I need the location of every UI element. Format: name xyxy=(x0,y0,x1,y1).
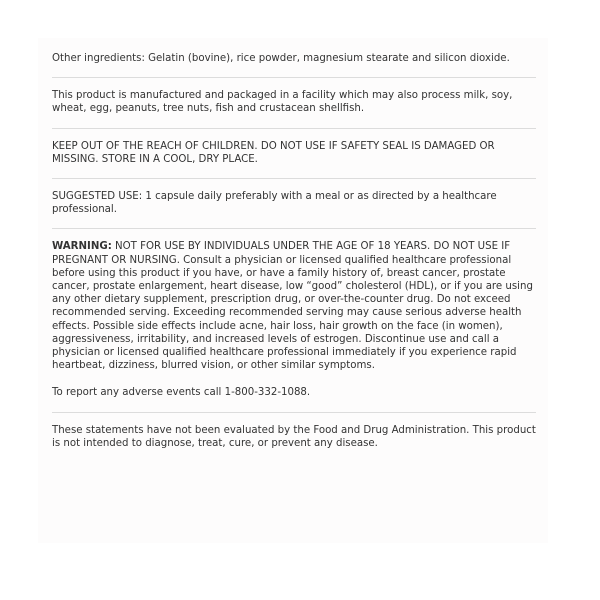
divider xyxy=(52,77,536,78)
warning-text: NOT FOR USE BY INDIVIDUALS UNDER THE AGE OF 18 YEARS. DO NOT USE IF PREGNANT OR NURSING. Consult a physician or licensed qualified healthcare professional before using this product if you have, or have a family history of, breast cancer, prostate cancer, prostate enlargement, heart disease, low “good” cholesterol (HDL), or if you are using any other dietary supplement, prescription drug, or over-the-counter drug. Do not exceed recommended serving. Exceeding recommended serving may cause serious adverse health effects. Possible side effects include acne, hair loss, hair growth on the face (in women), aggressiveness, irritability, and increased levels of estrogen. Discontinue use and call a physician or licensed qualified healthcare professional immediately if you experience rapid heartbeat, dizziness, blurred vision, or other similar symptoms. xyxy=(52,241,533,372)
warning-section xyxy=(52,240,536,386)
divider xyxy=(52,128,536,129)
adverse-events-text: To report any adverse events call 1-800-332-1088. xyxy=(52,387,311,399)
divider xyxy=(52,228,536,229)
divider xyxy=(52,178,536,179)
other-ingredients-text: Other ingredients: Gelatin (bovine), rice powder, magnesium stearate and silicon dioxide. xyxy=(52,53,510,64)
fda-disclaimer-text: These statements have not been evaluated by the Food and Drug Administration. This product is not intended to diagnose, treat, cure, or prevent any disease. xyxy=(52,424,536,449)
divider xyxy=(52,412,536,413)
warning-label: WARNING: xyxy=(52,241,112,253)
suggested-use-text: SUGGESTED USE: 1 capsule daily preferably with a meal or as directed by a healthcare professional. xyxy=(52,191,497,216)
keep-out-of-reach-text: KEEP OUT OF THE REACH OF CHILDREN. DO NOT USE IF SAFETY SEAL IS DAMAGED OR MISSING. STORE IN A COOL, DRY PLACE. xyxy=(52,140,495,165)
allergen-notice-text: This product is manufactured and packaged in a facility which may also process milk, soy, wheat, egg, peanuts, tree nuts, fish and crustacean shellfish. xyxy=(52,90,513,115)
label-text-panel xyxy=(38,38,548,543)
